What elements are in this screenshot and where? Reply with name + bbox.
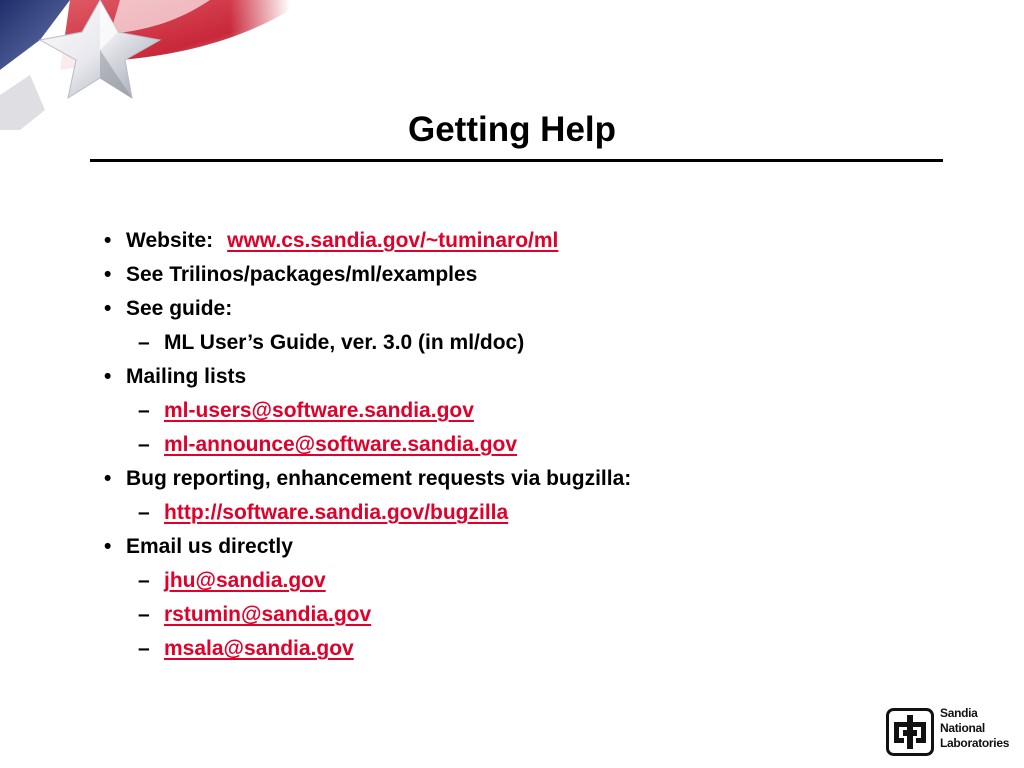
title-divider <box>90 159 943 162</box>
sandia-name-line3: Laboratories <box>940 736 1010 750</box>
email-msala-link[interactable]: msala@sandia.gov <box>164 637 354 660</box>
dash-marker: – <box>138 603 150 626</box>
guide-text: See guide: <box>126 297 233 320</box>
website-link[interactable]: www.cs.sandia.gov/~tuminaro/ml <box>227 229 559 252</box>
list-subitem-mailing-users <box>104 394 964 428</box>
bugs-text: Bug reporting, enhancement requests via bugzilla: <box>126 467 632 490</box>
dash-marker: – <box>138 501 150 524</box>
bullet-marker: • <box>104 535 112 558</box>
email-text: Email us directly <box>126 535 293 558</box>
bullet-marker: • <box>104 229 112 252</box>
mailing-text: Mailing lists <box>126 365 247 388</box>
email-jhu-link[interactable]: jhu@sandia.gov <box>164 569 326 592</box>
bullet-marker: • <box>104 263 112 286</box>
mailing-announce-link[interactable]: ml-announce@software.sandia.gov <box>164 433 518 456</box>
sandia-logo <box>886 706 1016 758</box>
list-subitem-email-3 <box>104 632 964 666</box>
bullet-marker: • <box>104 365 112 388</box>
page-title: Getting Help <box>407 110 617 149</box>
website-label: Website: <box>126 229 214 252</box>
list-subitem-guide <box>104 326 964 360</box>
sandia-name-line2: National <box>940 721 985 735</box>
list-item-examples <box>104 258 964 292</box>
list-subitem-mailing-announce <box>104 428 964 462</box>
mailing-users-link[interactable]: ml-users@software.sandia.gov <box>164 399 474 422</box>
dash-marker: – <box>138 331 150 354</box>
email-rstumin-link[interactable]: rstumin@sandia.gov <box>164 603 372 626</box>
sandia-name <box>940 706 1009 751</box>
dash-marker: – <box>138 399 150 422</box>
list-item-website <box>104 224 964 258</box>
bullet-marker: • <box>104 467 112 490</box>
dash-marker: – <box>138 637 150 660</box>
help-list <box>104 224 964 666</box>
guide-item-text: ML User’s Guide, ver. 3.0 (in ml/doc) <box>164 331 525 354</box>
list-item-email <box>104 530 964 564</box>
dash-marker: – <box>138 569 150 592</box>
bullet-marker: • <box>104 297 112 320</box>
list-item-mailing <box>104 360 964 394</box>
sandia-thunderbird-icon <box>886 708 934 756</box>
list-subitem-bugzilla <box>104 496 964 530</box>
list-item-guide <box>104 292 964 326</box>
examples-text: See Trilinos/packages/ml/examples <box>126 263 478 286</box>
bugzilla-link[interactable]: http://software.sandia.gov/bugzilla <box>164 501 509 524</box>
sandia-name-line1: Sandia <box>940 706 978 720</box>
list-subitem-email-2 <box>104 598 964 632</box>
list-item-bugs <box>104 462 964 496</box>
dash-marker: – <box>138 433 150 456</box>
list-subitem-email-1 <box>104 564 964 598</box>
